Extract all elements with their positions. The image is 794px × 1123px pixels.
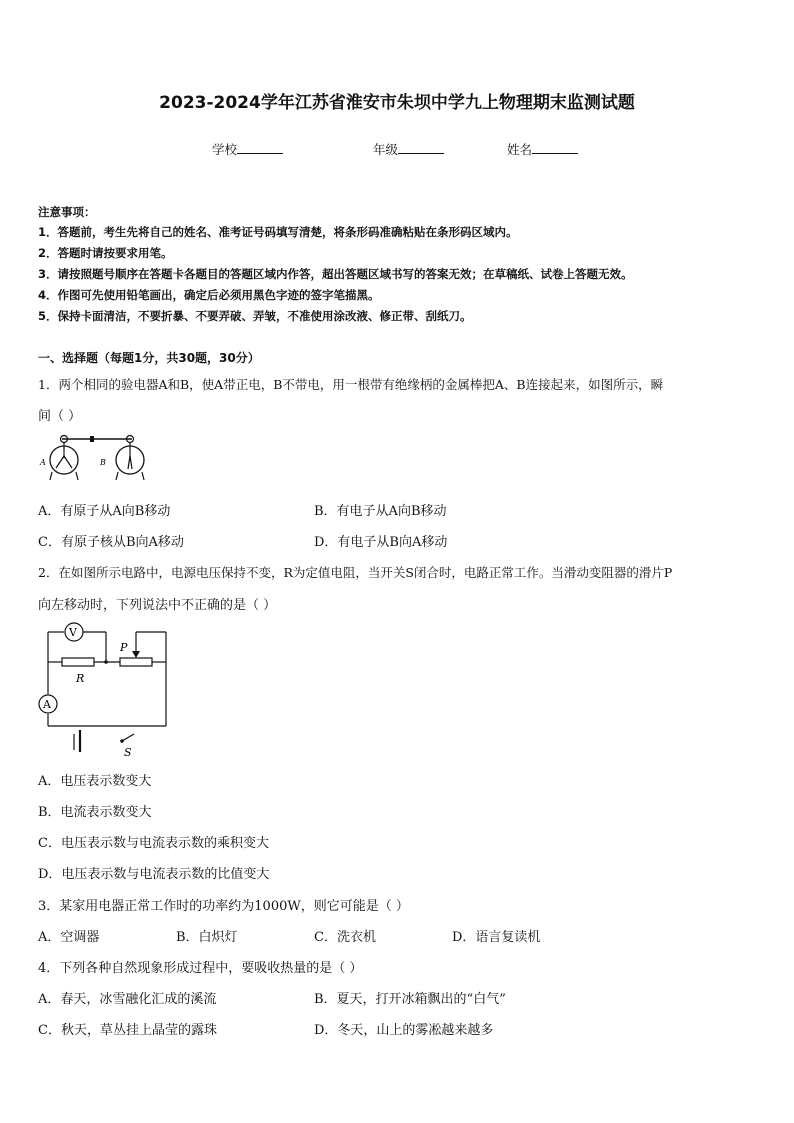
q2-option-a[interactable]: A．电压表示数变大 [38,774,152,789]
q1-option-b[interactable]: B．有电子从A向B移动 [314,504,447,519]
q2-option-b[interactable]: B．电流表示数变大 [38,805,152,820]
school-field [212,140,283,158]
electroscope-b-label: B [100,458,106,467]
name-label: 姓名 [507,142,533,157]
q1-option-c[interactable]: C．有原子核从B向A移动 [38,535,184,550]
electroscope-figure [38,432,158,482]
q1-stem-line1: 1．两个相同的验电器A和B，使A带正电，B不带电，用一根带有绝缘柄的金属棒把A、B连接起来，如图所示，瞬 [38,377,664,392]
q2-option-c[interactable]: C．电压表示数与电流表示数的乘积变大 [38,836,269,851]
page-title: 2023-2024学年江苏省淮安市朱坝中学九上物理期末监测试题 [159,93,635,113]
school-blank [237,141,283,154]
q3-option-a[interactable]: A．空调器 [38,930,100,945]
q3-stem: 3．某家用电器正常工作时的功率约为1000W，则它可能是（ ） [38,899,409,914]
grade-label: 年级 [373,142,399,157]
ammeter-label: A [43,698,51,711]
q2-stem-line2: 向左移动时，下列说法中不正确的是（ ） [38,598,277,613]
q3-option-c[interactable]: C．洗衣机 [314,930,376,945]
q1-stem-line2: 间（ ） [38,409,82,424]
voltmeter-label: V [69,626,77,639]
grade-blank [398,141,444,154]
grade-field [373,140,444,158]
name-blank [532,141,578,154]
q1-option-a[interactable]: A．有原子从A向B移动 [38,504,171,519]
note-item: 4．作图可先使用铅笔画出，确定后必须用黑色字迹的签字笔描黑。 [38,288,380,302]
notes-heading: 注意事项： [38,205,96,219]
q4-option-b[interactable]: B．夏天，打开冰箱飘出的“白气” [314,992,506,1007]
name-field [507,140,578,158]
q2-stem-line1: 2．在如图所示电路中，电源电压保持不变，R为定值电阻，当开关S闭合时，电路正常工作。当滑动变阻器的滑片P [38,565,673,580]
note-item: 3．请按照题号顺序在答题卡各题目的答题区域内作答，超出答题区域书写的答案无效；在草稿纸、试卷上答题无效。 [38,267,633,281]
switch-label: S [124,746,132,759]
circuit-diagram [36,622,176,762]
resistor-label: R [76,672,85,685]
school-label: 学校 [212,142,238,157]
q1-option-d[interactable]: D．有电子从B向A移动 [314,535,448,550]
section-heading: 一、选择题（每题1分，共30题，30分） [38,351,260,365]
q2-option-d[interactable]: D．电压表示数与电流表示数的比值变大 [38,867,270,882]
note-item: 1．答题前，考生先将自己的姓名、准考证号码填写清楚，将条形码准确粘贴在条形码区域内。 [38,225,518,239]
note-item: 5．保持卡面清洁，不要折暴、不要弄破、弄皱，不准使用涂改液、修正带、刮纸刀。 [38,309,472,323]
electroscope-a-label: A [40,458,46,467]
note-item: 2．答题时请按要求用笔。 [38,246,173,260]
q4-option-d[interactable]: D．冬天，山上的雾凇越来越多 [314,1023,494,1038]
q4-stem: 4．下列各种自然现象形成过程中，要吸收热量的是（ ） [38,961,363,976]
q4-option-c[interactable]: C．秋天，草丛挂上晶莹的露珠 [38,1023,217,1038]
q4-option-a[interactable]: A．春天，冰雪融化汇成的溪流 [38,992,217,1007]
q3-option-b[interactable]: B．白炽灯 [176,930,238,945]
slider-label: P [120,641,128,654]
q3-option-d[interactable]: D．语言复读机 [452,930,541,945]
